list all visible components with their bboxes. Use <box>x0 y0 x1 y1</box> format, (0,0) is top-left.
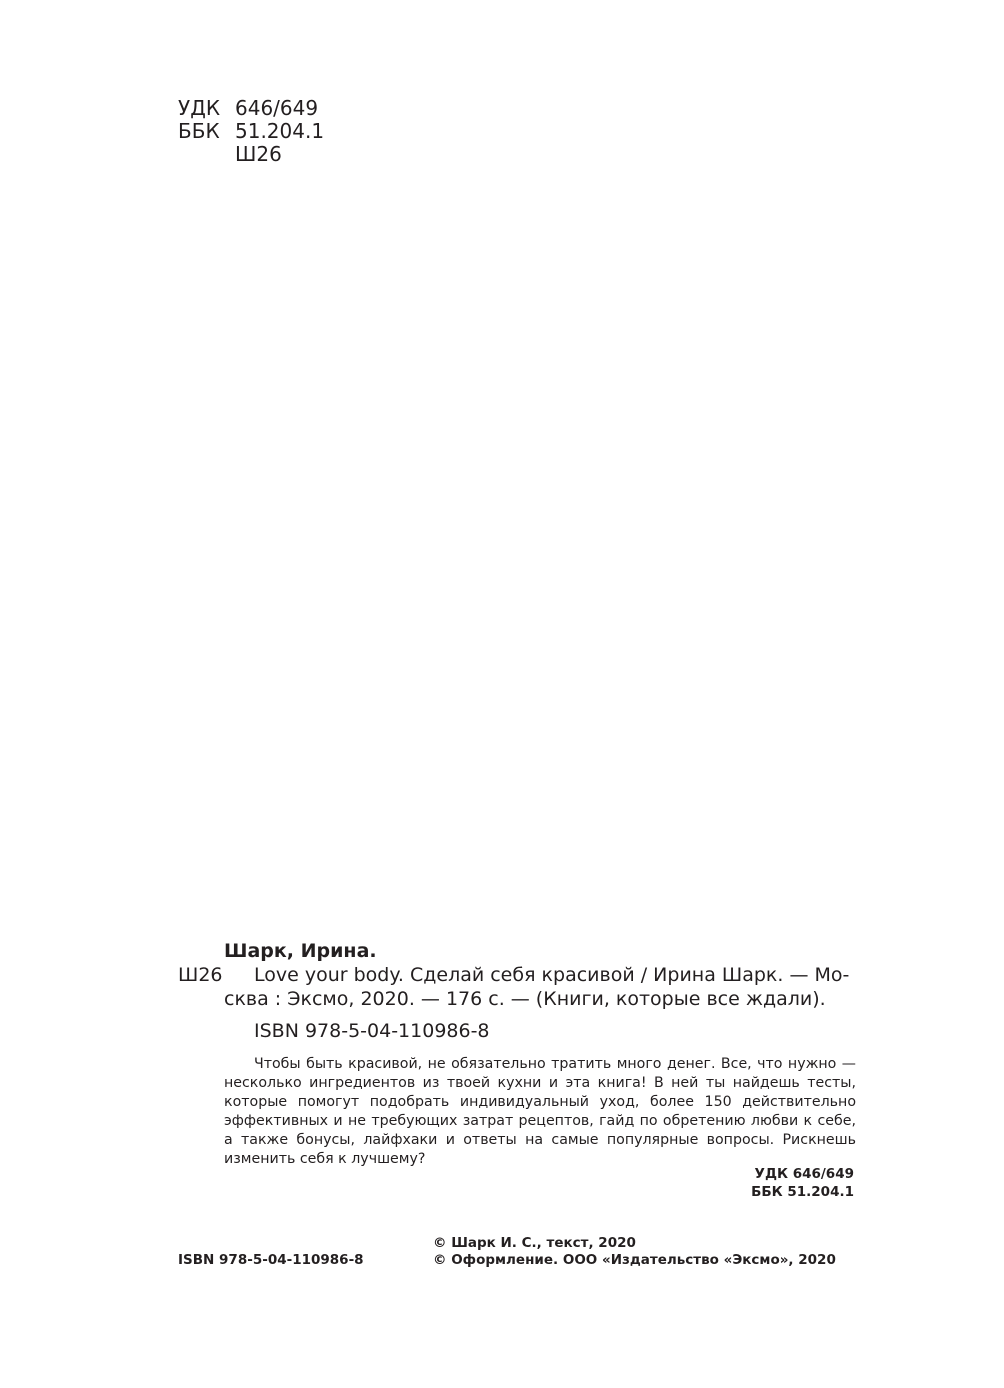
bbk-value: 51.204.1 <box>235 119 325 143</box>
author-mark: Ш26 <box>235 142 282 166</box>
record-isbn: ISBN 978-5-04-110986-8 <box>254 1020 490 1042</box>
copyright-text: © Шарк И. С., текст, 2020 <box>433 1235 636 1251</box>
record-title-line: Love your body. Сделай себя красивой / Ирина Шарк. — Мо- <box>254 964 850 986</box>
udk-value: 646/649 <box>235 96 319 120</box>
record-imprint-line: сква : Эксмо, 2020. — 176 с. — (Книги, которые все ждали). <box>224 988 826 1010</box>
record-bbk: ББК 51.204.1 <box>751 1184 854 1200</box>
footer-isbn: ISBN 978-5-04-110986-8 <box>178 1252 364 1268</box>
author-heading: Шарк, Ирина. <box>224 940 377 962</box>
bbk-label: ББК <box>178 119 220 143</box>
udk-label: УДК <box>178 96 221 120</box>
record-udk: УДК 646/649 <box>754 1166 854 1182</box>
annotation-text: Чтобы быть красивой, не обязательно тратить много денег. Все, что нужно — несколько ингредиентов из твоей кухни и эта книга! В ней ты найдешь тесты, которые помогут подобрать индивидуальный уход, более 150 действительно эффективных и не требующих затрат рецептов, гайд по обретению любви к себе, а также бонусы, лайфхаки и ответы на самые популярные вопросы. Рискнешь изменить себя к лучшему? <box>224 1056 856 1168</box>
copyright-design: © Оформление. ООО «Издательство «Эксмо», 2020 <box>433 1252 836 1268</box>
record-author-mark: Ш26 <box>178 964 223 986</box>
